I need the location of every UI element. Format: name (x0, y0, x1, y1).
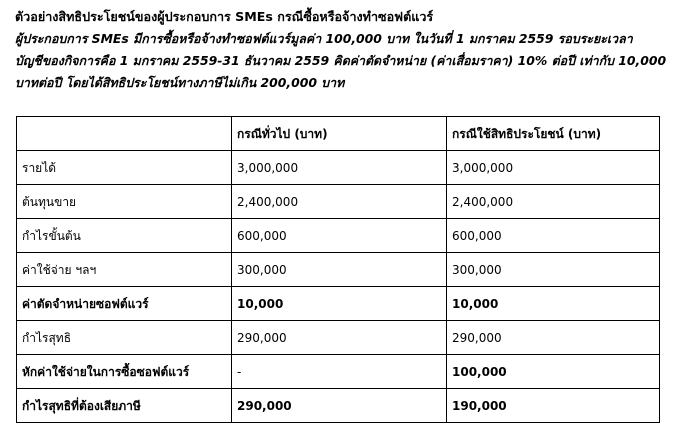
document-title: ตัวอย่างสิทธิประโยชน์ของผู้ประกอบการ SMEs กรณีซื้อหรือจ้างทำซอฟต์แวร์ (15, 9, 434, 24)
benefit-value: 190,000 (447, 389, 660, 423)
comparison-table (16, 116, 660, 423)
row-label: ต้นทุนขาย (17, 185, 232, 219)
benefit-value: 600,000 (447, 219, 660, 253)
general-value: 600,000 (232, 219, 447, 253)
benefit-value: 3,000,000 (447, 151, 660, 185)
row-label: ค่าใช้จ่าย ฯลฯ (17, 253, 232, 287)
header-cell-general: กรณีทั่วไป (บาท) (232, 117, 447, 151)
table-row (17, 253, 660, 287)
general-value: - (232, 355, 447, 389)
benefit-value: 290,000 (447, 321, 660, 355)
row-label: กำไรสุทธิที่ต้องเสียภาษี (17, 389, 232, 423)
intro-line: บาทต่อปี โดยได้สิทธิประโยชน์ทางภาษีไม่เกิน 200,000 บาท (15, 75, 345, 90)
row-label: กำไรขั้นต้น (17, 219, 232, 253)
row-label: กำไรสุทธิ (17, 321, 232, 355)
table-row (17, 219, 660, 253)
row-label: หักค่าใช้จ่ายในการซื้อซอฟต์แวร์ (17, 355, 232, 389)
general-value: 2,400,000 (232, 185, 447, 219)
general-value: 290,000 (232, 389, 447, 423)
general-value: 290,000 (232, 321, 447, 355)
intro-line: ผู้ประกอบการ SMEs มีการซื้อหรือจ้างทำซอฟต์แวร์มูลค่า 100,000 บาท ในวันที่ 1 มกราคม 2559 รอบระยะเวลา (15, 31, 633, 46)
benefit-value: 300,000 (447, 253, 660, 287)
general-value: 10,000 (232, 287, 447, 321)
header-cell-blank (17, 117, 232, 151)
table-row (17, 389, 660, 423)
table-row (17, 287, 660, 321)
table-row (17, 321, 660, 355)
intro-line: บัญชีของกิจการคือ 1 มกราคม 2559-31 ธันวาคม 2559 คิดค่าตัดจำหน่าย (ค่าเสื่อมราคา) 10% ต่อปี เท่ากับ 10,000 (15, 53, 667, 68)
benefit-value: 2,400,000 (447, 185, 660, 219)
benefit-value: 100,000 (447, 355, 660, 389)
intro-paragraph (15, 28, 680, 94)
benefit-value: 10,000 (447, 287, 660, 321)
table-row (17, 355, 660, 389)
row-label: ค่าตัดจำหน่ายซอฟต์แวร์ (17, 287, 232, 321)
row-label: รายได้ (17, 151, 232, 185)
header-cell-benefit: กรณีใช้สิทธิประโยชน์ (บาท) (447, 117, 660, 151)
table-header-row (17, 117, 660, 151)
general-value: 300,000 (232, 253, 447, 287)
table-row (17, 151, 660, 185)
table-row (17, 185, 660, 219)
general-value: 3,000,000 (232, 151, 447, 185)
